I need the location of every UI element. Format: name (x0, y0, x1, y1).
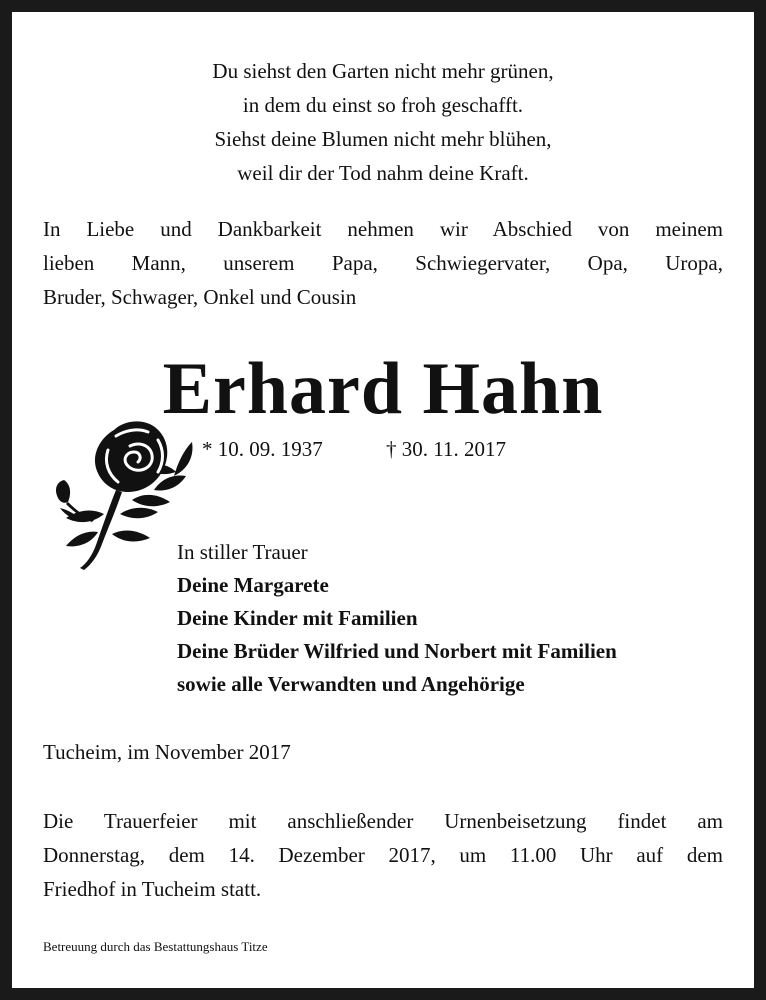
deceased-name: Erhard Hahn (162, 348, 604, 430)
mourner-line: Deine Margarete (177, 573, 329, 597)
mourners-intro: In stiller Trauer (177, 540, 308, 564)
farewell-line: In Liebe und Dankbarkeit nehmen wir Abschied von meinem (43, 217, 723, 241)
poem-line: weil dir der Tod nahm deine Kraft. (237, 161, 529, 185)
farewell-line: Bruder, Schwager, Onkel und Cousin (43, 285, 357, 309)
mourners (177, 536, 617, 701)
funeral-line: Donnerstag, dem 14. Dezember 2017, um 11.00 Uhr auf dem (43, 843, 723, 867)
poem-line: Du siehst den Garten nicht mehr grünen, (212, 59, 554, 83)
funeral-line: Friedhof in Tucheim statt. (43, 877, 262, 901)
farewell-text (43, 212, 723, 314)
funeral-line: Die Trauerfeier mit anschließender Urnenbeisetzung findet am (43, 809, 723, 833)
poem-line: in dem du einst so froh geschafft. (242, 93, 524, 117)
death-date: † 30. 11. 2017 (386, 437, 506, 461)
farewell-line: lieben Mann, unserem Papa, Schwiegervater, Opa, Uropa, (43, 251, 723, 275)
life-dates (202, 434, 506, 464)
funeral-home-credit: Betreuung durch das Bestattungshaus Titze (43, 939, 268, 954)
funeral-info (43, 804, 723, 906)
mourner-line: Deine Kinder mit Familien (177, 606, 418, 630)
mourner-line: sowie alle Verwandten und Angehörige (177, 672, 525, 696)
poem (12, 54, 754, 190)
place-date: Tucheim, im November 2017 (43, 740, 291, 764)
poem-line: Siehst deine Blumen nicht mehr blühen, (214, 127, 552, 151)
birth-date: * 10. 09. 1937 (202, 437, 323, 461)
mourner-line: Deine Brüder Wilfried und Norbert mit Familien (177, 639, 617, 663)
